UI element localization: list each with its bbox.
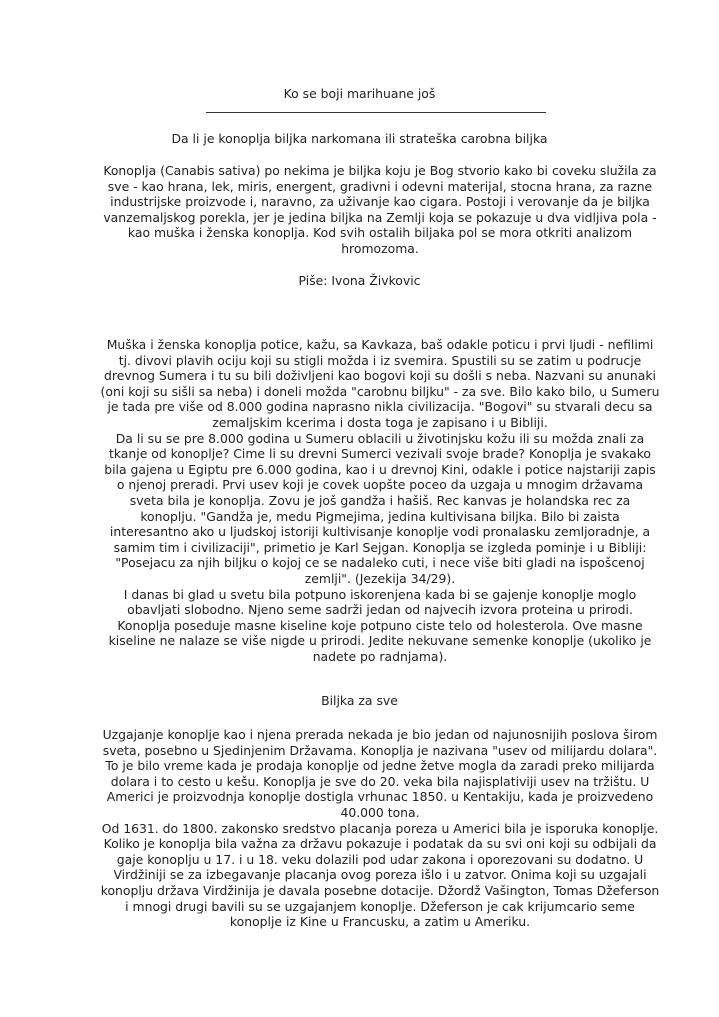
section-paragraph-1: Uzgajanje konoplje kao i njena prerada nekada je bio jedan od najunosnijih poslova širom sveta, posebno u Sjedinjenim Državama. Konoplja je nazivana "usev od milijardu dolara". To je bilo vreme kada je prodaja konoplje od jedne žetve mogla da zaradi preko milijarda dolara i to cesto u kešu. Konoplja je sve do 20. veka bila najisplativiji usev na tržištu. U Americi je proizvodnja konoplje dostigla vrhunac 1850. u Kentakiju, kada je proizvedeno 40.000 tona. [102, 727, 658, 820]
document-subtitle: Da li je konoplja biljka narkomana ili strateška carobna biljka [171, 131, 548, 146]
intro-text: Konoplja (Canabis sativa) po nekima je biljka koju je Bog stvorio kako bi coveku služila za sve - kao hrana, lek, miris, energent, gradivni i odevni materijal, stocna hrana, za razne industrijske proizvode i, naravno, za uživanje kao cigara. Postoji i verovanje da je biljka vanzemaljskog porekla, jer je jedina biljka na Zemlji koja se pokazuje u dva vidljiva pola - kao muška i ženska konoplja. Kod svih ostalih biljaka pol se mora otkriti analizom hromozoma. [103, 163, 657, 256]
body-paragraph-3: I danas bi glad u svetu bila potpuno iskorenjena kada bi se gajenje konoplje moglo obavljati slobodno. Njeno seme sadrži jedan od najvecih izvora proteina u prirodi. Konoplja poseduje masne kiseline koje potpuno ciste telo od holesterola. Ove masne kiseline ne nalaze se više nigde u prirodi. Jedite nekuvane semenke konoplje (ukoliko je nadete po radnjama). [108, 586, 652, 664]
author-line: Piše: Ivona Živkovic [298, 273, 421, 288]
intro-paragraph [100, 163, 660, 257]
body-paragraph-2: Da li su se pre 8.000 godina u Sumeru oblacili u životinjsku kožu ili su možda znali za tkanje od konoplje? Cime li su drevni Sumerci vezivali svoje brade? Konoplja je svakako bila gajena u Egiptu pre 6.000 godina, kao i u drevnoj Kini, odakle i potice najstariji zapis o njenoj preradi. Prvi usev koji je covek uopšte poceo da uzgaja u mnogim državama sveta bila je konoplja. Zovu je još gandža i hašiš. Rec kanvas je holandska rec za konoplju. "Gandža je, medu Pigmejima, jedina kultivisana biljka. Bilo bi zaista interesantno ako u ljudskoj istoriji kultivisanje konoplje vodi pronalasku zemljoradnje, a samim tim i civilizaciji", primetio je Karl Sejgan. Konoplja se izgleda pominje i u Bibliji: "Posejacu za njih biljku o kojoj ce se nadaleko cuti, i nece više biti gladi na ispošcenoj zemlji". (Jezekija 34/29). [104, 430, 656, 586]
body-paragraph-1: Muška i ženska konoplja potice, kažu, sa Kavkaza, baš odakle poticu i prvi ljudi - nefilimi tj. divovi plavih ociju koji su stigli možda i iz svemira. Spustili su se zatim u podrucje drevnog Sumera i tu su bili doživljeni kao bogovi koji su došli s neba. Nazvani su anunaki (oni koji su sišli sa neba) i doneli možda "carobnu biljku" - za sve. Bilo kako bilo, u Sumeru je tada pre više od 8.000 godina naprasno nikla civilizacija. "Bogovi" su stvarali decu sa zemaljskim kcerima i dosta toga je zapisano i u Bibliji. [100, 337, 660, 430]
title-underline [206, 112, 546, 113]
section-heading: Biljka za sve [321, 693, 398, 708]
body-text [100, 337, 660, 664]
section-paragraph-2: Od 1631. do 1800. zakonsko sredstvo placanja poreza u Americi bila je isporuka konoplje. Koliko je konoplja bila važna za državu pokazuje i podatak da su svi oni koji su odbijali da gaje konoplju u 17. i u 18. veku dolazili pod udar zakona i oporezovani su dodatno. U Virdžiniji se za izbegavanje placanja ovog poreza išlo i u zatvor. Onima koji su uzgajali konoplju država Virdžinija je davala posebne dotacije. Džordž Vašington, Tomas Džeferson i mnogi drugi bavili su se uzgajanjem konoplje. Džeferson je cak krijumcario seme konoplje iz Kine u Francusku, a zatim u Ameriku. [100, 820, 660, 930]
document-title: Ko se boji marihuane još [283, 86, 436, 101]
section-text [100, 727, 660, 930]
